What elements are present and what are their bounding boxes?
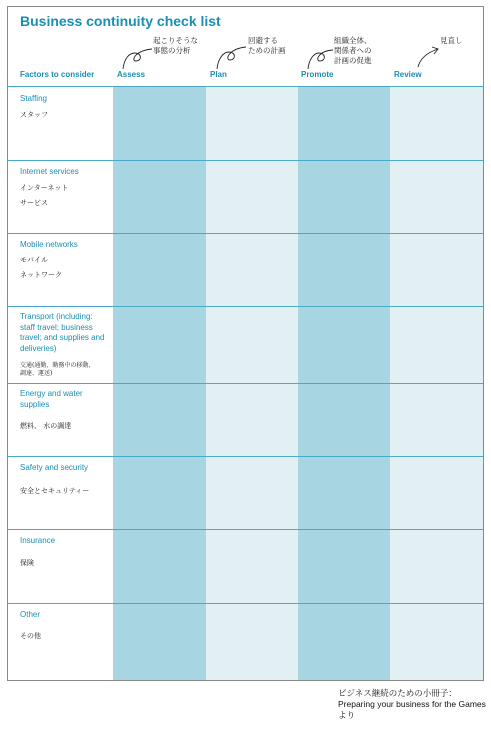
plan-column: [206, 87, 298, 681]
factors-header: Factors to consider: [20, 70, 95, 79]
row-energy-jp: 燃料、 水の調達: [20, 422, 72, 430]
source-caption: ビジネス継続のための小冊子：Preparing your business for the Gamesより: [338, 688, 486, 720]
promote-column: [298, 87, 390, 681]
row-safety-label: Safety and security: [20, 463, 89, 472]
review-column: [390, 87, 484, 681]
checklist-frame: [7, 6, 484, 681]
row-divider: [8, 603, 484, 604]
row-mobile-label: Mobile networks: [20, 240, 78, 249]
row-internet-jp: インターネット サービス: [20, 184, 69, 207]
assess-curl-icon: [120, 45, 154, 71]
row-insurance-label: Insurance: [20, 536, 56, 545]
assess-column: [113, 87, 206, 681]
header-rule: [8, 86, 484, 87]
review-arrow-icon: [416, 43, 442, 69]
row-staffing-label: Staffing: [20, 94, 47, 103]
promote-curl-icon: [305, 45, 335, 71]
assess-header: Assess: [117, 70, 146, 79]
page-title: Business continuity check list: [20, 13, 221, 29]
row-energy-label: Energy and water supplies: [20, 389, 83, 409]
row-transport-jp: 交通(通勤、勤務中の移動、 調達、運送): [20, 362, 95, 377]
row-divider: [8, 529, 484, 530]
review-header: Review: [394, 70, 422, 79]
promote-note: 組織全体、 関係者への 計画の促進: [334, 36, 372, 65]
row-transport-label: Transport (including: staff travel; business travel; and supplies and deliveries): [20, 312, 105, 353]
row-divider: [8, 233, 484, 234]
row-divider: [8, 306, 484, 307]
row-other-label: Other: [20, 610, 41, 619]
row-insurance-jp: 保険: [20, 559, 34, 567]
row-staffing-jp: スタッフ: [20, 111, 48, 119]
row-internet-label: Internet services: [20, 167, 79, 176]
promote-header: Promote: [301, 70, 334, 79]
row-mobile-jp: モバイル ネットワーク: [20, 256, 62, 279]
row-divider: [8, 456, 484, 457]
plan-note: 回避する ための計画: [248, 36, 286, 55]
review-note: 見直し: [440, 36, 463, 45]
plan-curl-icon: [214, 41, 248, 71]
row-other-jp: その他: [20, 632, 41, 640]
row-divider: [8, 383, 484, 384]
plan-header: Plan: [210, 70, 227, 79]
row-divider: [8, 160, 484, 161]
row-safety-jp: 安全とセキュリティー: [20, 487, 90, 495]
assess-note: 起こりそうな 事態の分析: [153, 36, 198, 55]
